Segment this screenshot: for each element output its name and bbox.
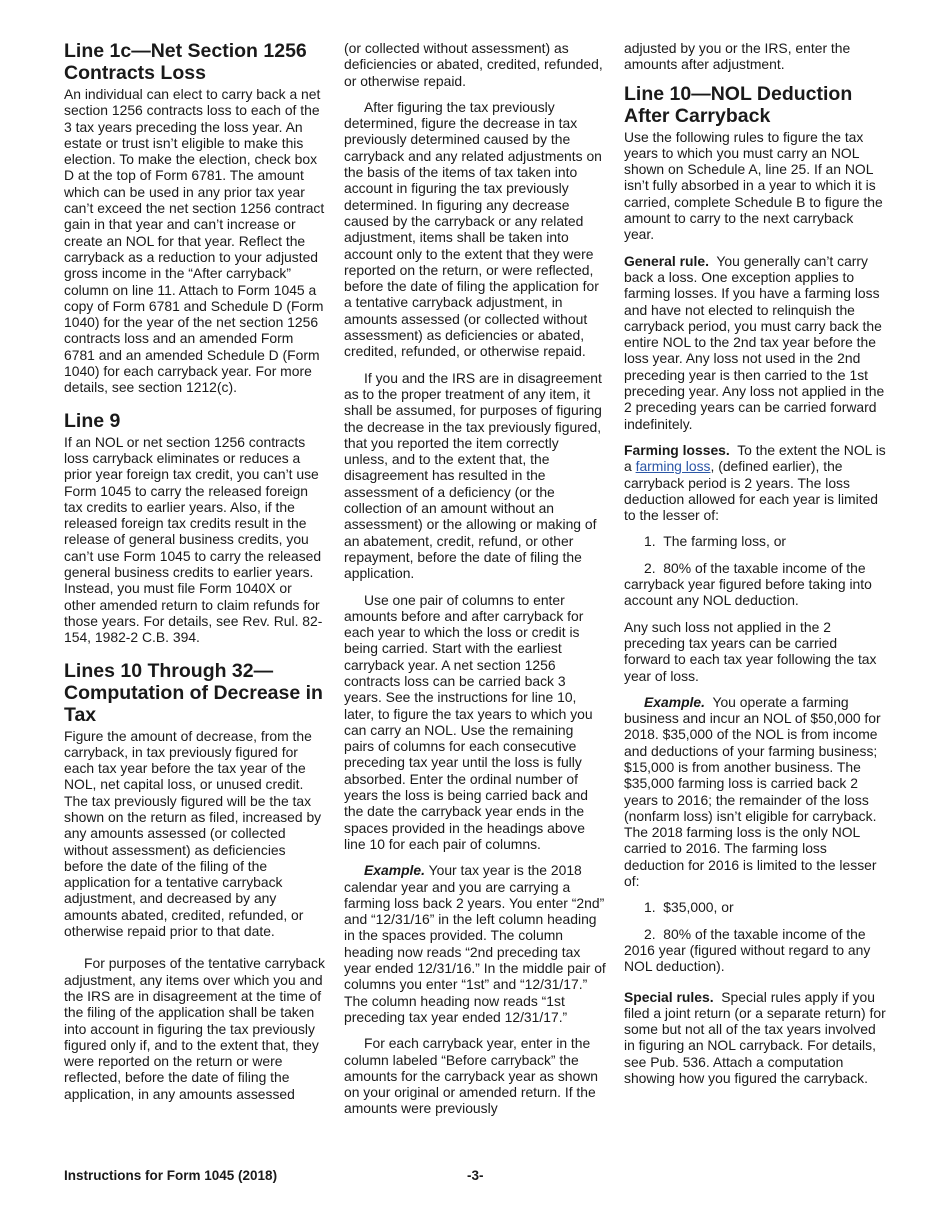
paragraph-continuation: adjusted by you or the IRS, enter the amounts after adjustment. <box>624 40 851 73</box>
farming-losses-label: Farming losses. <box>624 441 730 458</box>
paragraph-example <box>344 862 606 1025</box>
paragraph-tentative-adjustment: For purposes of the tentative carryback adjustment, any items over which you and the IRS are in disagreement at the time of the filing of the application shall be taken into account in figuring the tax previously figured only if, and to the extent that, they were reported on the return or were reflected, before the date of filing the application, in any amounts assessed <box>64 955 325 1102</box>
heading-line-1c: Line 1c—Net Section 1256 Contracts Loss <box>64 40 307 84</box>
paragraph-line-10: Use the following rules to figure the tax years to which you must carry an NOL shown on Schedule A, line 25. If an NOL isn’t fully absorbed in a year to which it is carried, complete Schedule B to figure the amount to carry to the next carryback year. <box>624 128 883 243</box>
heading-lines-10-32: Lines 10 Through 32—Computation of Decrease in Tax <box>64 659 323 726</box>
example-text: You operate a farming business and incur an NOL of $50,000 for 2018. $35,000 of the NOL is from income and deductions of your farming business; $15,000 is from another business. The $35,000 farming loss is carried back 2 years to 2016; the remainder of the loss (nonfarm loss) isn’t eligible for carryback. The 2018 farming loss is the only NOL carried to 2016. The farming loss deduction for 2016 is limited to the lesser of: <box>624 693 881 890</box>
example-label: Example. <box>644 693 705 710</box>
list-item: 1. The farming loss, or <box>644 533 787 550</box>
page-number: -3- <box>467 1168 484 1183</box>
paragraph-continuation: (or collected without assessment) as deficiencies or abated, credited, refunded, or otherwise repaid. <box>344 40 603 89</box>
farming-loss-link[interactable]: farming loss <box>635 458 711 475</box>
paragraph-carried-forward: Any such loss not applied in the 2 preceding tax years can be carried forward to each tax year following the tax year of loss. <box>624 618 877 684</box>
example-text: Your tax year is the 2018 calendar year and you are carrying a farming loss back 2 years. You enter “2nd” and “12/31/16” in the left column heading in the spaces provided. The column heading now reads “2nd preceding tax year ended 12/31/16.” In the middle pair of columns you enter “1st” and “12/31/17.” The column heading now reads “1st preceding tax year ended 12/31/17.” <box>344 862 606 1025</box>
paragraph-line-9: If an NOL or net section 1256 contracts loss carryback eliminates or reduces a prior year foreign tax credit, you can’t use Form 1045 to carry the released foreign tax credits to earlier years. Also, if the released foreign tax credits result in the release of general business credits, you can’t use Form 1045 to carry the released general business credits to earlier years. Instead, you must file Form 1040X or other amended return to claim refunds for those years. For details, see Rev. Rul. 82-154, 1982-2 C.B. 394. <box>64 433 323 646</box>
paragraph-each-carryback: For each carryback year, enter in the column labeled “Before carryback” the amounts for the carryback year as shown on your original or amended return. If the amounts were previously <box>344 1035 599 1117</box>
column-right <box>624 40 886 1096</box>
heading-line-9: Line 9 <box>64 409 121 432</box>
list-item: 2. 80% of the taxable income of the carryback year figured before taking into account any NOL deduction. <box>624 559 872 609</box>
general-rule-text: You generally can’t carry back a loss. One exception applies to farming losses. If you have a farming loss and have not elected to relinquish the carryback period, you must carry back the entire NOL to the 2nd tax year before the loss year. Any loss not used in the 2nd preceding year is then carried to the 1st preceding year. Any loss not applied in the 2 preceding years can be carried forward indefinitely. <box>624 252 885 432</box>
column-middle <box>344 40 606 1127</box>
paragraph-example <box>624 694 886 890</box>
paragraph-line-1c: An individual can elect to carry back a net section 1256 contracts loss to each of the 3 tax years preceding the loss year. An estate or trust isn’t eligible to make this election. To make the election, check box D at the top of Form 6781. The amount which can be used in any prior tax year can’t exceed the net section 1256 contract gain in that year and can’t increase or create an NOL for that year. Reflect the carryback as a reduction to your adjusted gross income in the “After carryback” column on line 11. Attach to Form 1045 a copy of Form 6781 and Schedule D (Form 1040) for the year of the net section 1256 contracts loss and an amended Form 6781 and an amended Schedule D (Form 1040) for each carryback year. For more details, see section 1212(c). <box>64 86 325 396</box>
column-left <box>64 40 326 1112</box>
page-footer <box>64 1168 886 1183</box>
footer-title: Instructions for Form 1045 (2018) <box>64 1168 278 1183</box>
paragraph-after-figuring: After figuring the tax previously determined, figure the decrease in tax previously determined caused by the carryback and any related adjustments on the basis of the items of tax taken into account in figuring the tax previously determined. In figuring any decrease caused by the carryback or any related adjustment, items shall be taken into account only to the extent that they were reported on the return, or were reflected, before the date of filing the application for a tentative carryback adjustment, in amounts assessed (or collected without assessment) as deficiencies or abated, credited, refunded, or otherwise repaid. <box>344 98 602 360</box>
list-item: 2. 80% of the taxable income of the 2016 year (figured without regard to any NOL deduction). <box>624 925 871 975</box>
farming-losses-text-cont: (defined earlier), the carryback period is 2 years. The loss deduction allowed for each year is limited to the lesser of: <box>624 458 879 524</box>
paragraph-general-rule <box>624 253 886 432</box>
example-label: Example. <box>364 862 425 879</box>
paragraph-decrease-amount: Figure the amount of decrease, from the carryback, in tax previously figured for each tax year before the tax year of the NOL, net capital loss, or unused credit. The tax previously figured will be the tax shown on the return as filed, increased by any amounts assessed (or collected without assessment) as deficiencies before the date of the filing of the application for a tentative carryback adjustment, and decreased by any amounts abated, credited, refunded, or otherwise repaid prior to that date. <box>64 727 322 940</box>
list-item: 1. $35,000, or <box>644 899 734 916</box>
paragraph-farming-losses: Farming losses. To the extent the NOL is a farming loss, (defined earlier), the carryback period is 2 years. The loss deduction allowed for each year is limited to the lesser of: <box>624 441 886 524</box>
paragraph-special-rules <box>624 989 886 1087</box>
paragraph-disagreement: If you and the IRS are in disagreement as to the proper treatment of any item, it shall be assumed, for purposes of figuring the decrease in the tax previously figured, that you reported the item correctly unless, and to the extent that, the disagreement has resulted in the assessment of a deficiency (or the collection of an amount without an assessment) or the allowing or making of an abatement, credit, refund, or other repayment, before the date of filing the application. <box>344 369 602 582</box>
special-rules-label: Special rules. <box>624 988 714 1005</box>
general-rule-label: General rule. <box>624 252 709 269</box>
special-rules-text: Special rules apply if you filed a joint return (or a separate return) for some but not all of the tax years involved in figuring an NOL carryback. For details, see Pub. 536. Attach a computation showing how you figured the carryback. <box>624 988 886 1087</box>
paragraph-columns: Use one pair of columns to enter amounts before and after carryback for each year to which the loss or credit is being carried. Start with the earliest carryback year. A net section 1256 contracts loss can be carried back 3 years. See the instructions for line 10, later, to figure the tax years to which you can carry an NOL. Use the remaining pairs of columns for each consecutive preceding tax year until the loss is fully absorbed. Enter the ordinal number of years the loss is being carried back and the date the carryback year ends in the spaces provided in the headings above line 10 for each pair of columns. <box>344 591 593 852</box>
farming-losses-text: To the extent the NOL is a <box>624 441 886 475</box>
heading-line-10-nol: Line 10—NOL Deduction After Carryback <box>624 82 853 127</box>
